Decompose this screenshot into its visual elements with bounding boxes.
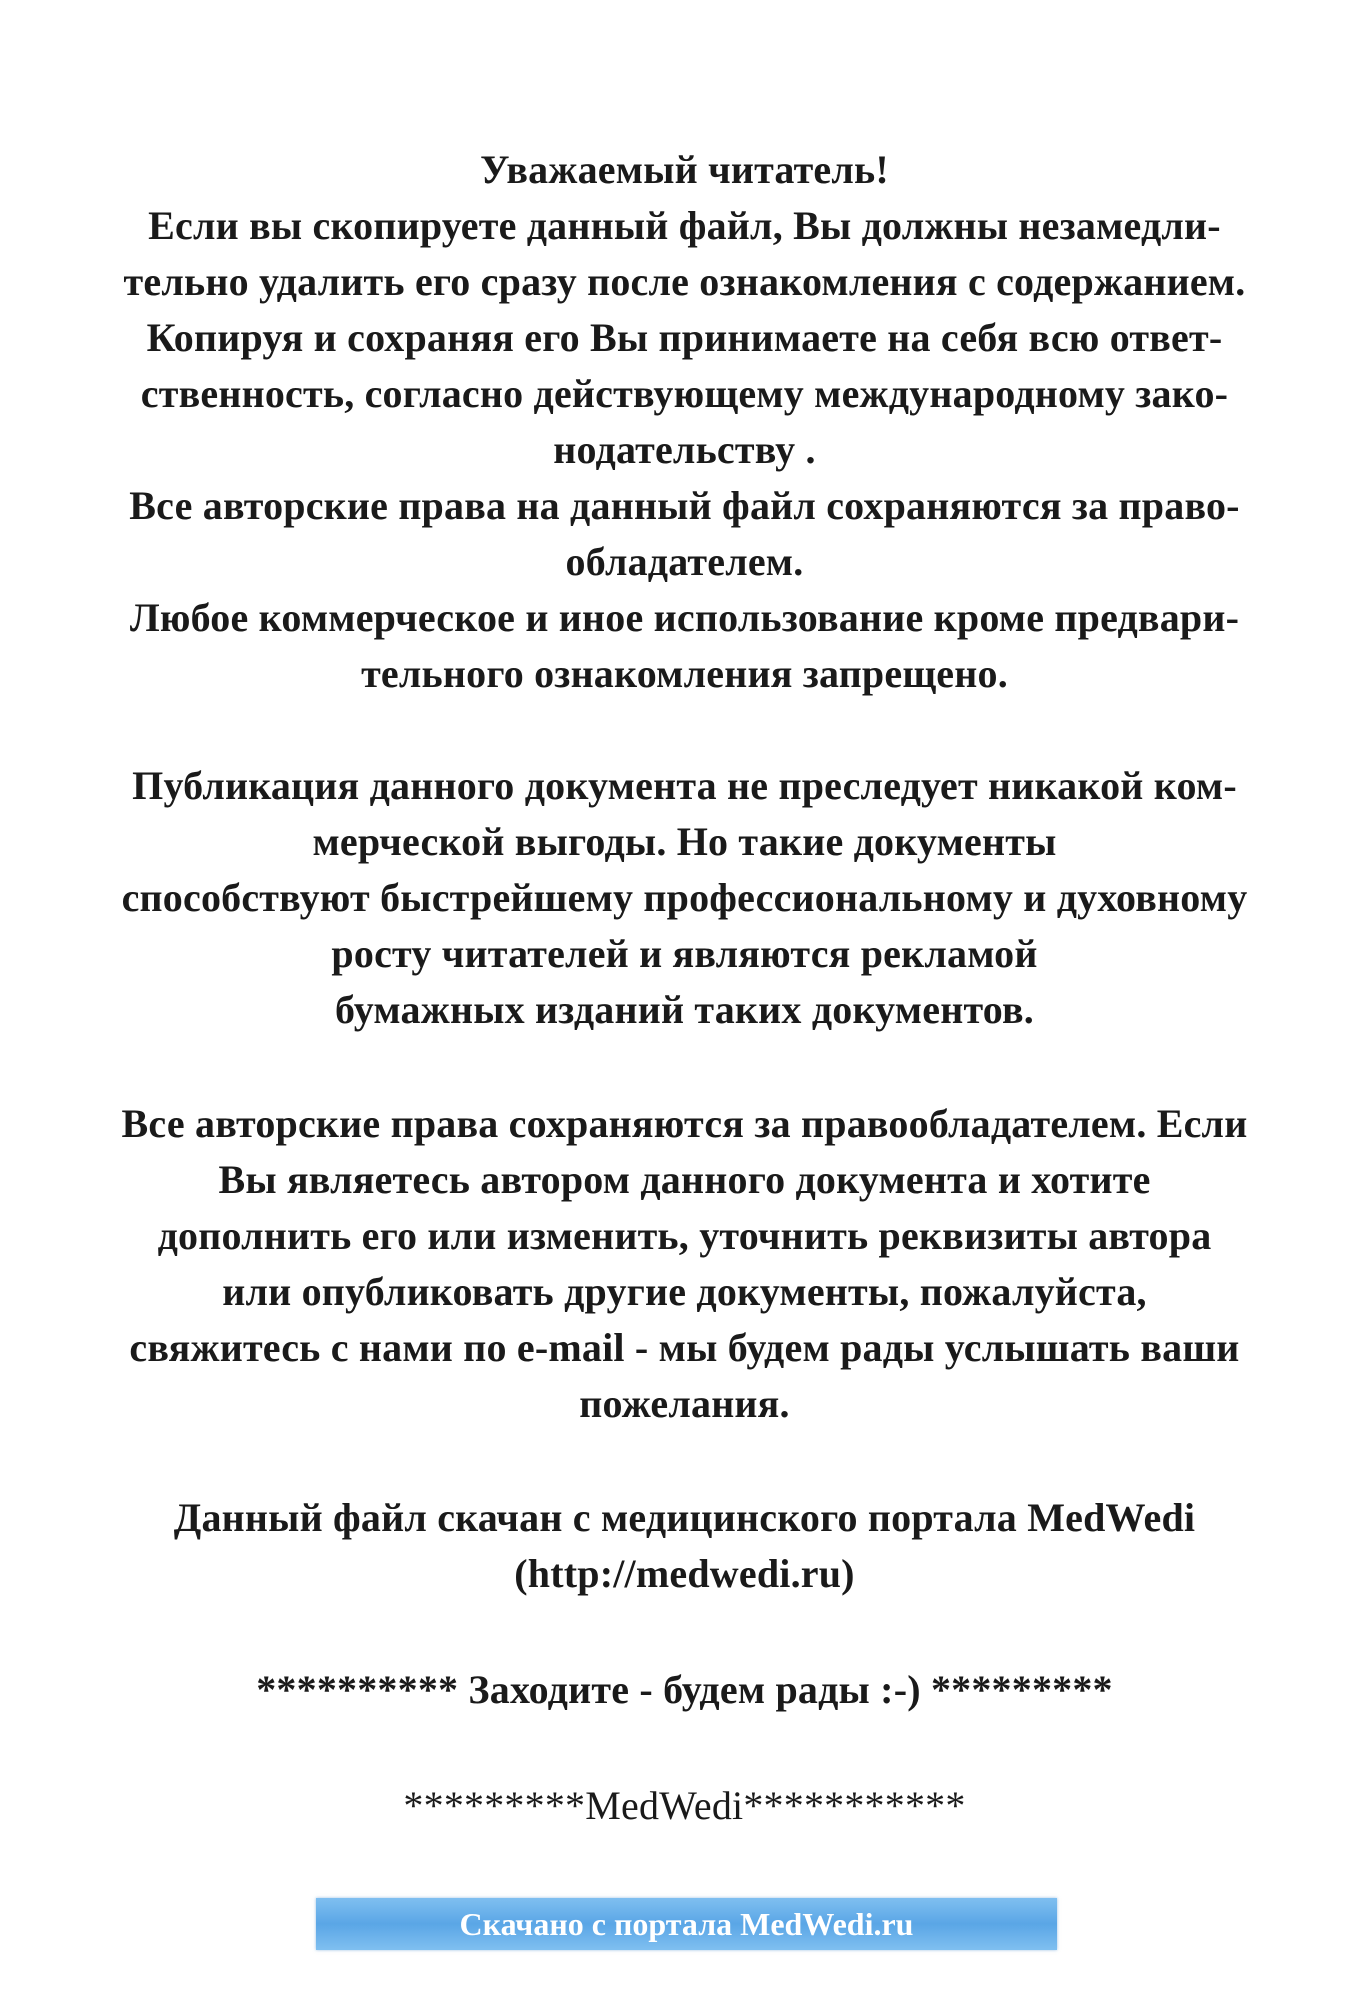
- source-url: (http://medwedi.ru): [514, 1551, 855, 1596]
- paragraph5-line: пожелания.: [579, 1381, 790, 1426]
- paragraph4-line: росту читателей и являются рекламой: [331, 931, 1038, 976]
- copyright-notice: [20, 1096, 1349, 1432]
- paragraph5-line: Все авторские права сохраняются за правообладателем. Если: [121, 1101, 1248, 1146]
- paragraph1-line: Копируя и сохраняя его Вы принимаете на себя всю ответ-: [146, 315, 1223, 360]
- paragraph1-line: тельно удалить его сразу после ознакомления с содержанием.: [123, 259, 1246, 304]
- paragraph2-line: Все авторские права на данный файл сохраняются за право-: [129, 483, 1240, 528]
- download-banner: [316, 1898, 1057, 1950]
- paragraph5-line: или опубликовать другие документы, пожалуйста,: [222, 1269, 1147, 1314]
- welcome-notice: [20, 1662, 1349, 1718]
- publication-notice: [20, 758, 1349, 1038]
- paragraph5-line: свяжитесь с нами по e-mail - мы будем рады услышать ваши: [129, 1325, 1240, 1370]
- source-notice: [20, 1490, 1349, 1602]
- paragraph4-line: мерческой выгоды. Но такие документы: [312, 819, 1057, 864]
- notice-intro: [20, 142, 1349, 702]
- paragraph1-line: нодательству .: [553, 427, 816, 472]
- banner-label: Скачано с портала MedWedi.ru: [459, 1905, 914, 1942]
- brand-line: *********MedWedi***********: [403, 1783, 966, 1828]
- greeting-heading: Уважаемый читатель!: [480, 147, 889, 192]
- paragraph4-line: Публикация данного документа не преследует никакой ком-: [132, 763, 1237, 808]
- paragraph4-line: бумажных изданий таких документов.: [335, 987, 1034, 1032]
- brand-notice: [20, 1778, 1349, 1834]
- paragraph2-line: обладателем.: [565, 539, 804, 584]
- paragraph5-line: дополнить его или изменить, уточнить реквизиты автора: [157, 1213, 1212, 1258]
- paragraph5-line: Вы являетесь автором данного документа и хотите: [218, 1157, 1151, 1202]
- paragraph1-line: Если вы скопируете данный файл, Вы должны незамедли-: [148, 203, 1221, 248]
- paragraph3-line: тельного ознакомления запрещено.: [361, 651, 1008, 696]
- paragraph3-line: Любое коммерческое и иное использование кроме предвари-: [129, 595, 1240, 640]
- source-line: Данный файл скачан с медицинского портала MedWedi: [173, 1495, 1196, 1540]
- paragraph1-line: ственность, согласно действующему международному зако-: [140, 371, 1229, 416]
- paragraph4-line: способствуют быстрейшему профессиональному и духовному: [121, 875, 1248, 920]
- welcome-line: ********** Заходите - будем рады :-) *********: [256, 1667, 1113, 1712]
